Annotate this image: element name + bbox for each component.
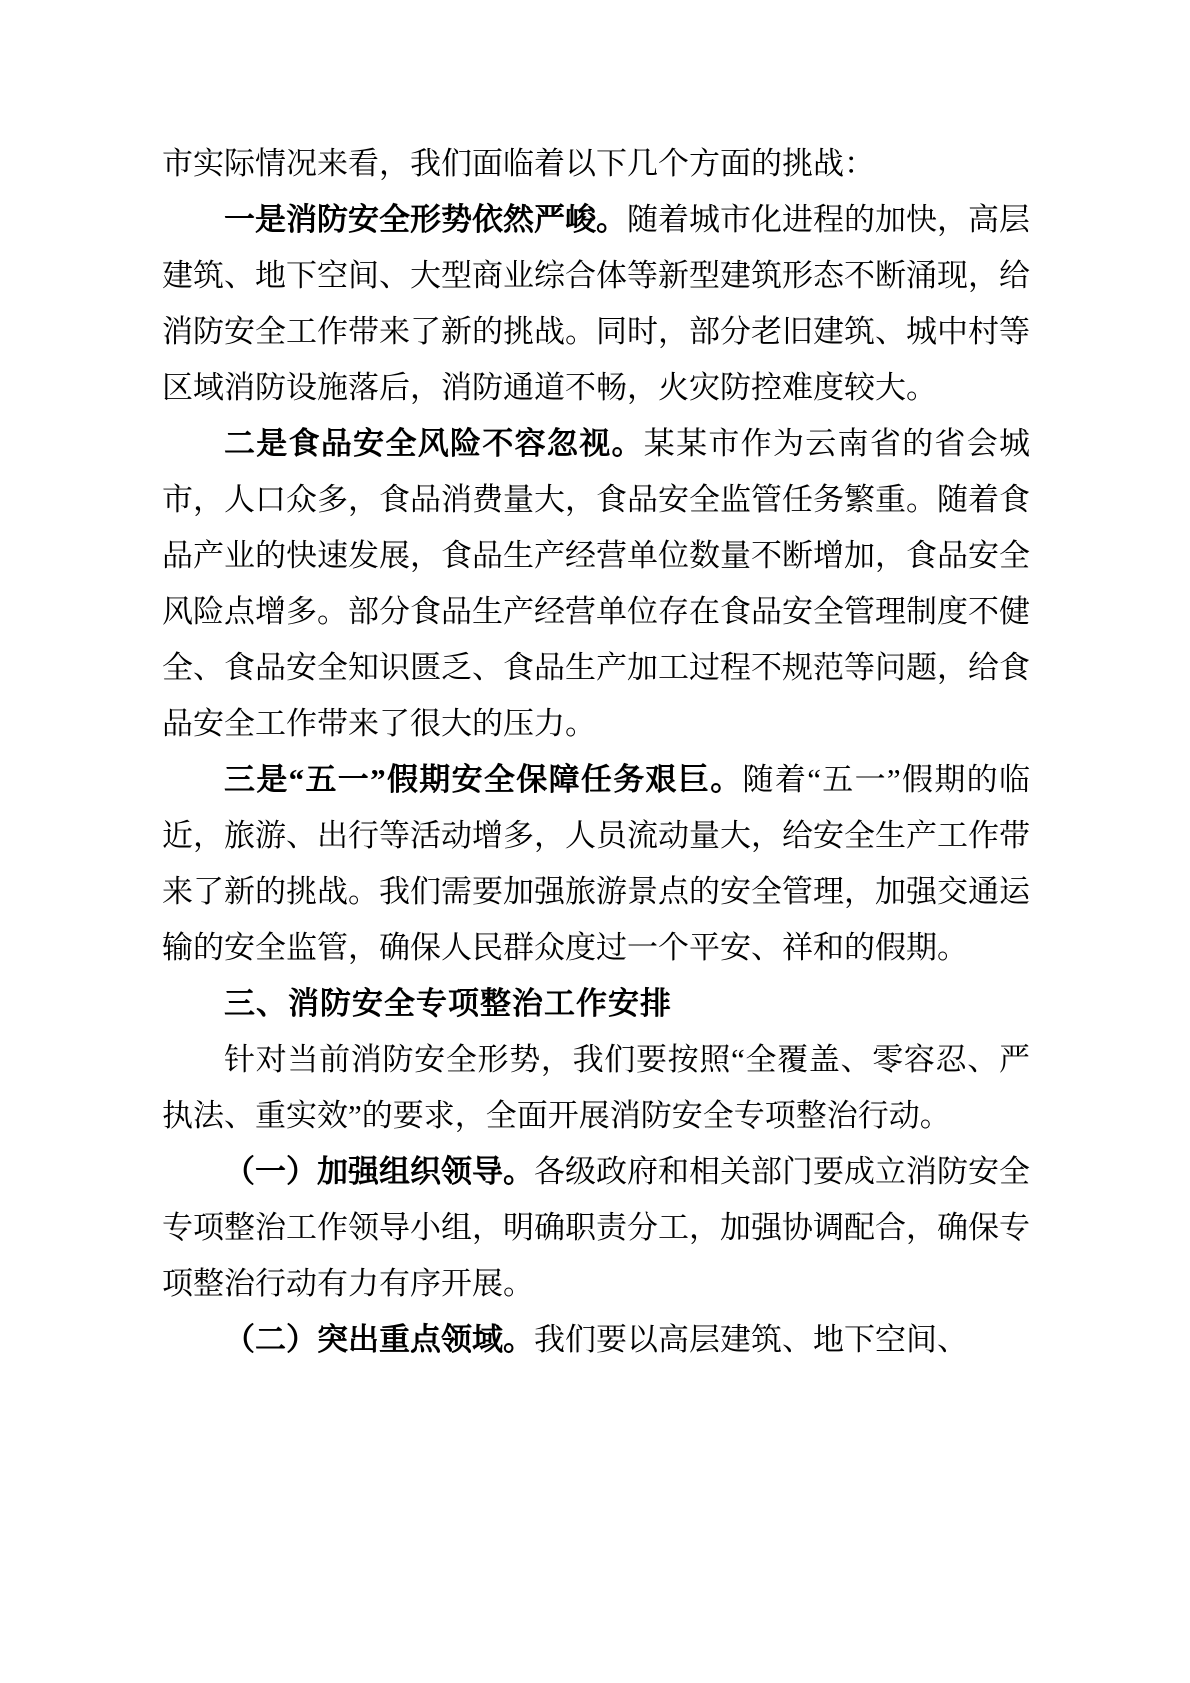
paragraph-measure-2 xyxy=(162,1312,1030,1368)
paragraph-challenge-3 xyxy=(162,752,1030,976)
paragraph-lead: （二）突出重点领域。 xyxy=(224,1322,534,1357)
section-heading xyxy=(162,976,1030,1032)
document-content xyxy=(162,136,1030,1368)
paragraph-lead: （一）加强组织领导。 xyxy=(224,1154,534,1189)
paragraph-challenge-2 xyxy=(162,416,1030,752)
paragraph-text: 各级政府和相关部门要成立消防安全专项整治工作领导小组，明确职责分工，加强协调配合，确保专项整治行动有力有序开展。 xyxy=(162,1154,1030,1301)
section-heading-text: 三、消防安全专项整治工作安排 xyxy=(224,986,672,1021)
paragraph-text: 某某市作为云南省的省会城市，人口众多，食品消费量大，食品安全监管任务繁重。随着食品产业的快速发展，食品生产经营单位数量不断增加，食品安全风险点增多。部分食品生产经营单位存在食品安全管理制度不健全、食品安全知识匮乏、食品生产加工过程不规范等问题，给食品安全工作带来了很大的压力。 xyxy=(162,426,1031,741)
paragraph-lead: 三是“五一”假期安全保障任务艰巨。 xyxy=(224,762,743,797)
paragraph-continuation xyxy=(162,136,1030,192)
paragraph-text: 市实际情况来看，我们面临着以下几个方面的挑战： xyxy=(162,146,875,181)
paragraph-challenge-1 xyxy=(162,192,1030,416)
paragraph-overview xyxy=(162,1032,1030,1144)
paragraph-text: 随着城市化进程的加快，高层建筑、地下空间、大型商业综合体等新型建筑形态不断涌现，给消防安全工作带来了新的挑战。同时，部分老旧建筑、城中村等区域消防设施落后，消防通道不畅，火灾防控难度较大。 xyxy=(162,202,1030,405)
paragraph-lead: 一是消防安全形势依然严峻。 xyxy=(224,202,627,237)
paragraph-text: 针对当前消防安全形势，我们要按照“全覆盖、零容忍、严执法、重实效”的要求，全面开展消防安全专项整治行动。 xyxy=(162,1042,1030,1133)
paragraph-measure-1 xyxy=(162,1144,1030,1312)
paragraph-text: 随着“五一”假期的临近，旅游、出行等活动增多，人员流动量大，给安全生产工作带来了新的挑战。我们需要加强旅游景点的安全管理，加强交通运输的安全监管，确保人民群众度过一个平安、祥和的假期。 xyxy=(162,762,1030,965)
paragraph-text: 我们要以高层建筑、地下空间、 xyxy=(534,1322,968,1357)
paragraph-lead: 二是食品安全风险不容忽视。 xyxy=(224,426,644,461)
